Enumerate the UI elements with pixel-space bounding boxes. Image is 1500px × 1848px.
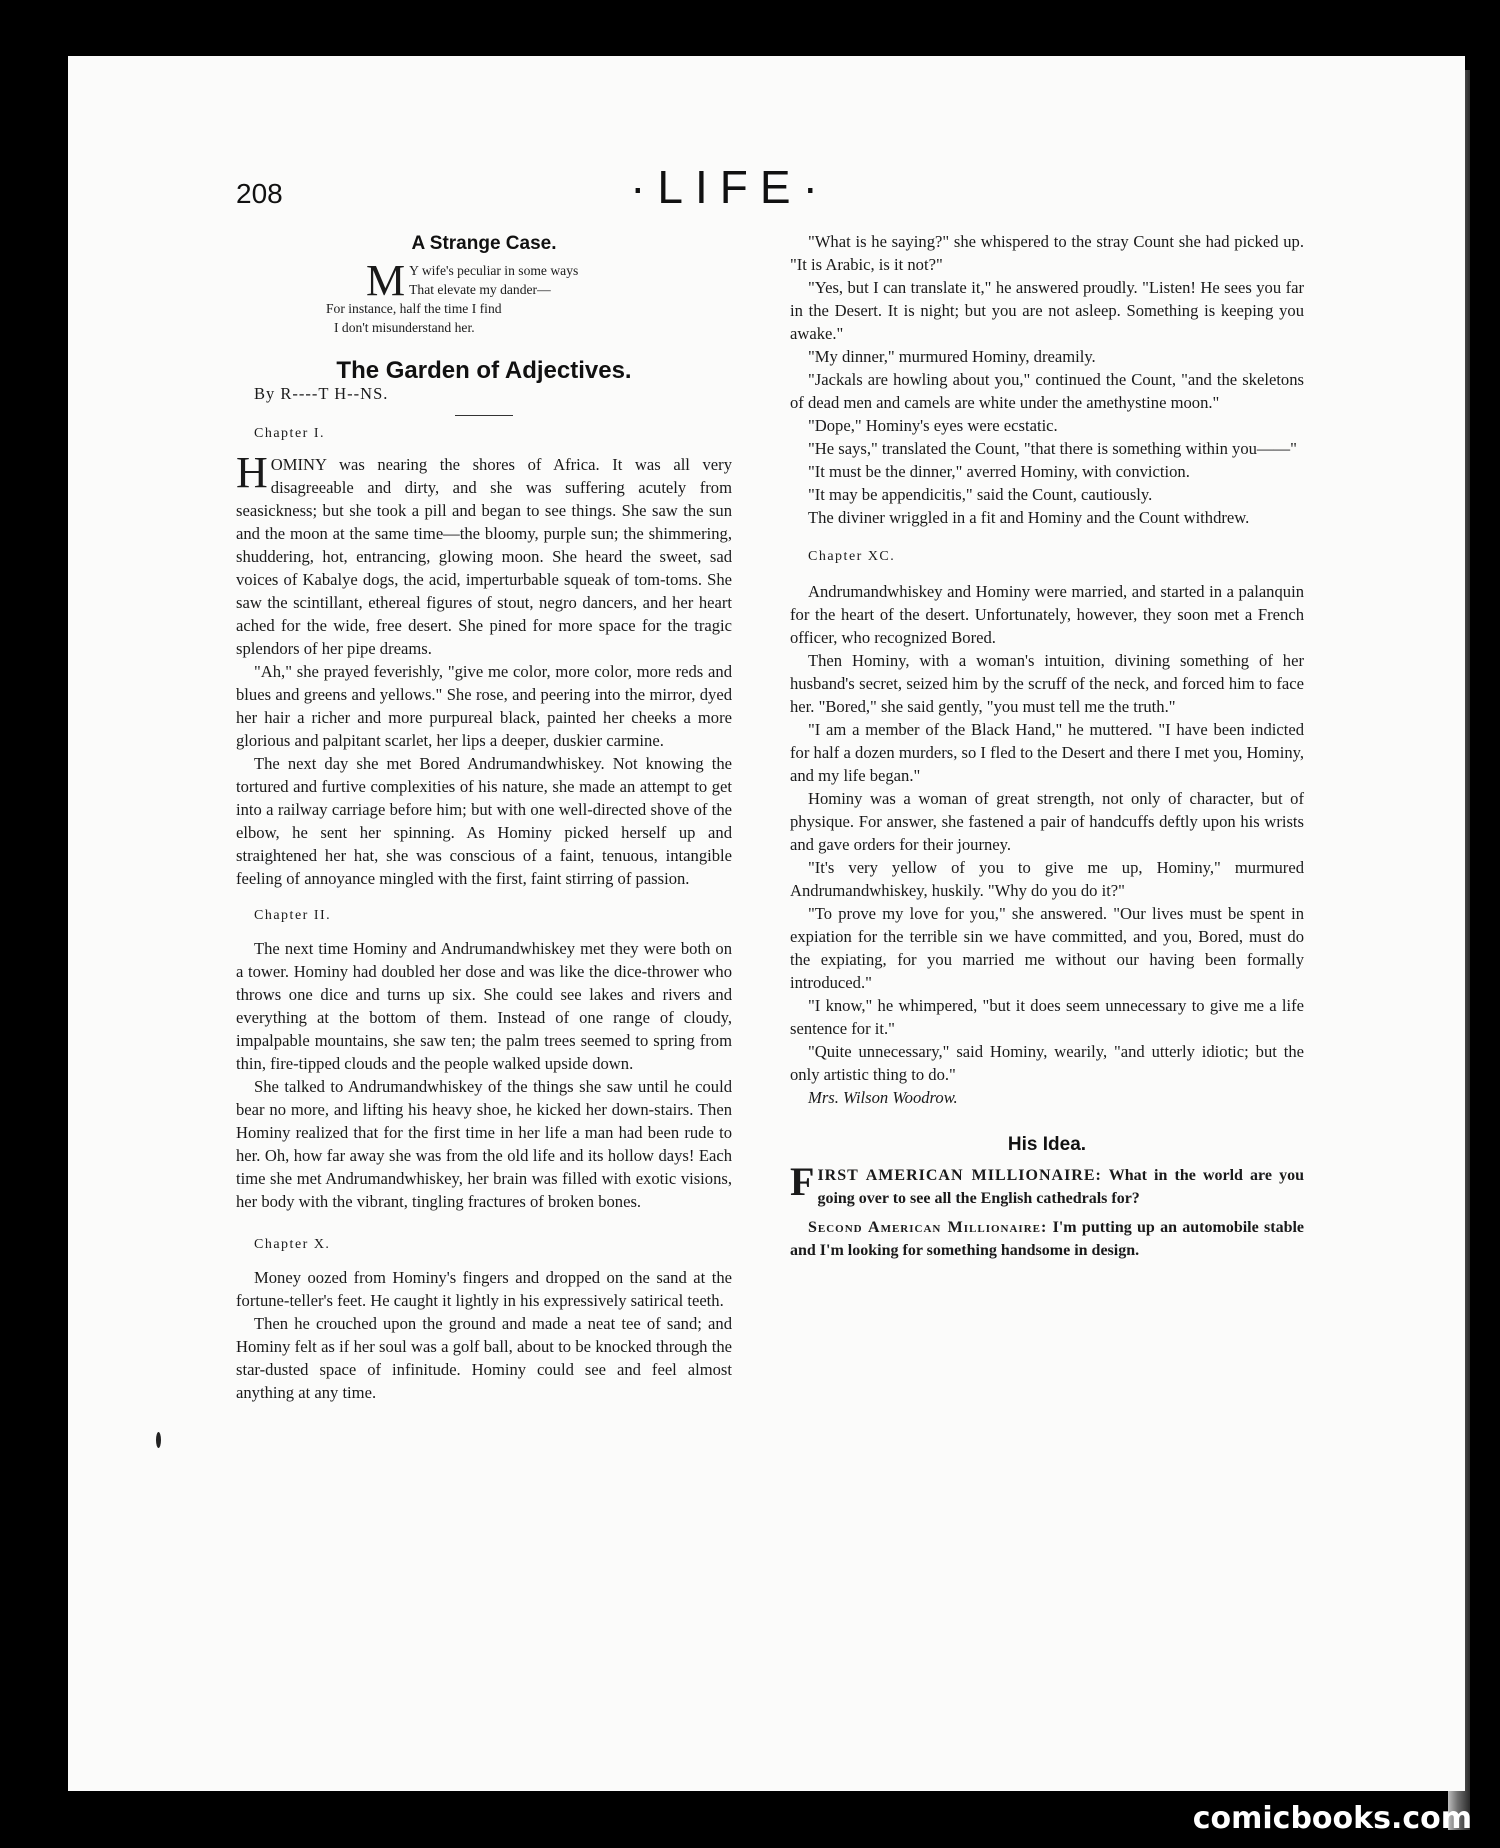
poem-line: Y wife's peculiar in some ways <box>409 263 579 278</box>
dialogue-line: FIRST AMERICAN MILLIONAIRE: What in the world are you going over to see all the English cathedrals for? <box>790 1159 1304 1207</box>
paragraph: "What is he saying?" she whispered to the stray Count she had picked up. "It is Arabic, is it not?" <box>790 232 1304 274</box>
site-watermark: comicbooks.com <box>1192 1801 1472 1836</box>
print-speck <box>156 1432 161 1448</box>
his-idea-title: His Idea. <box>1007 1134 1087 1155</box>
right-column <box>790 230 1304 1262</box>
paragraph: She talked to Andrumandwhiskey of the things she saw until he could bear no more, and lifting his heavy shoe, he kicked her down-stairs. Then Hominy realized that for the first time in her life a man had been rude to her. Oh, how far away she was from the old life and its hollow days! Each time she met Andrumandwhiskey, her brain was filled with exotic visions, her body with the vibrant, tingling fractures of broken bones. <box>236 1077 732 1211</box>
paragraph: The next time Hominy and Andrumandwhiskey met they were both on a tower. Hominy had doubled her dose and was like the dice-thrower who throws one dice and turns up six. She could see lakes and rivers and everything at the bottom of them. Instead of one range of cloudy, impalpable mountains, she saw ten; the palm trees seemed to spring from thin, fire-tipped clouds and the people walked upside down. <box>236 939 732 1073</box>
paragraph: "It's very yellow of you to give me up, Hominy," murmured Andrumandwhiskey, huskily. "Why do you do it?" <box>790 858 1304 900</box>
paragraph: "It may be appendicitis," said the Count, cautiously. <box>808 485 1153 504</box>
strange-case-poem <box>326 256 732 337</box>
poem-line: For instance, half the time I find <box>326 301 502 316</box>
left-column <box>236 230 732 1404</box>
strange-case-title: A Strange Case. <box>411 233 557 254</box>
paragraph: "I know," he whimpered, "but it does seem unnecessary to give me a life sentence for it." <box>790 996 1304 1038</box>
chapter-heading: Chapter X. <box>254 1237 331 1252</box>
poem-line: I don't misunderstand her. <box>334 320 475 335</box>
paragraph: "To prove my love for you," she answered. "Our lives must be spent in expiation for the terrible sin we have committed, and you, Bored, must do the expiating, for you married me without our having been formally introduced." <box>790 904 1304 992</box>
drop-cap: H <box>236 448 268 497</box>
drop-cap: F <box>790 1159 815 1204</box>
masthead: ·LIFE· <box>630 161 830 213</box>
speaker-label: IRST AMERICAN MILLIONAIRE: <box>817 1167 1102 1184</box>
paragraph: "Dope," Hominy's eyes were ecstatic. <box>808 416 1058 435</box>
paragraph: Hominy was a woman of great strength, not only of character, but of physique. For answer, she fastened a pair of handcuffs deftly upon his wrists and gave orders for their journey. <box>790 789 1304 854</box>
paragraph: "My dinner," murmured Hominy, dreamily. <box>808 347 1096 366</box>
poem-initial: M <box>366 256 406 305</box>
speaker-label: Second American Millionaire: <box>808 1219 1048 1236</box>
paragraph: The diviner wriggled in a fit and Hominy and the Count withdrew. <box>808 508 1250 527</box>
divider-rule <box>455 415 513 416</box>
paragraph: "It must be the dinner," averred Hominy, with conviction. <box>808 462 1190 481</box>
paragraph: Andrumandwhiskey and Hominy were married, and started in a palanquin for the heart of the desert. Unfortunately, however, they soon met a French officer, who recognized Bored. <box>790 582 1304 647</box>
paragraph: "He says," translated the Count, "that there is something within you——" <box>808 439 1297 458</box>
paragraph: "Quite unnecessary," said Hominy, wearily, "and utterly idiotic; but the only artistic thing to do." <box>790 1042 1304 1084</box>
garden-title: The Garden of Adjectives. <box>336 357 632 384</box>
chapter-heading: Chapter XC. <box>808 549 896 564</box>
poem-line: That elevate my dander— <box>409 282 551 297</box>
byline: By R----T H--NS. <box>254 384 389 403</box>
chapter-heading: Chapter I. <box>254 426 325 441</box>
chapter-heading: Chapter II. <box>254 908 332 923</box>
paragraph: Then he crouched upon the ground and made a neat tee of sand; and Hominy felt as if her soul was a golf ball, about to be knocked through the star-dusted space of infinitude. Hominy could see and feel almost anything at any time. <box>236 1314 732 1402</box>
paragraph: Money oozed from Hominy's fingers and dropped on the sand at the fortune-teller's feet. He caught it lightly in his expressively satirical teeth. <box>236 1268 732 1310</box>
paragraph: "Ah," she prayed feverishly, "give me color, more color, more reds and blues and greens and yellows." She rose, and peering into the mirror, dyed her hair a richer and more purpureal black, painted her cheeks a more glorious and palpitant scarlet, her lips a deeper, duskier carmine. <box>236 662 732 750</box>
paragraph: "Jackals are howling about you," continued the Count, "and the skeletons of dead men and camels are white under the amethystine moon." <box>790 370 1304 412</box>
dialogue-line: Second American Millionaire: I'm putting up an automobile stable and I'm looking for something handsome in design. <box>790 1219 1305 1259</box>
author-signature: Mrs. Wilson Woodrow. <box>808 1088 958 1107</box>
paragraph: HOMINY was nearing the shores of Africa. It was all very disagreeable and dirty, and she was suffering acutely from seasickness; but she took a pill and began to see things. She saw the sun and the moon at the same time—the bloomy, purple sun; the shimmering, shuddering, hot, entrancing, glowing moon. She heard the sweet, sad voices of Kabalye dogs, the acid, imperturbable squeak of tom-toms. She saw the scintillant, ethereal figures of stout, negro dancers, and her heart ached for the wide, free desert. She pined for more space for the tragic splendors of her pipe dreams. <box>236 448 732 658</box>
paragraph: Then Hominy, with a woman's intuition, divining something of her husband's secret, seized him by the scruff of the neck, and forced him to face her. "Bored," she said gently, "you must tell me the truth." <box>790 651 1304 716</box>
paragraph: The next day she met Bored Andrumandwhiskey. Not knowing the tortured and furtive complexities of his nature, she made an attempt to get into a railway carriage before him; but with one well-directed shove of the elbow, he sent her spinning. As Hominy picked herself up and straightened her hat, she was conscious of a faint, tenuous, intangible feeling of annoyance mingled with the first, faint stirring of passion. <box>236 754 732 888</box>
paragraph: "I am a member of the Black Hand," he muttered. "I have been indicted for half a dozen murders, so I fled to the Desert and there I met you, Hominy, and my life began." <box>790 720 1304 785</box>
page-number: 208 <box>236 178 283 209</box>
paragraph: "Yes, but I can translate it," he answered proudly. "Listen! He sees you far in the Desert. It is night; but you are not asleep. Something is keeping you awake." <box>790 278 1304 343</box>
